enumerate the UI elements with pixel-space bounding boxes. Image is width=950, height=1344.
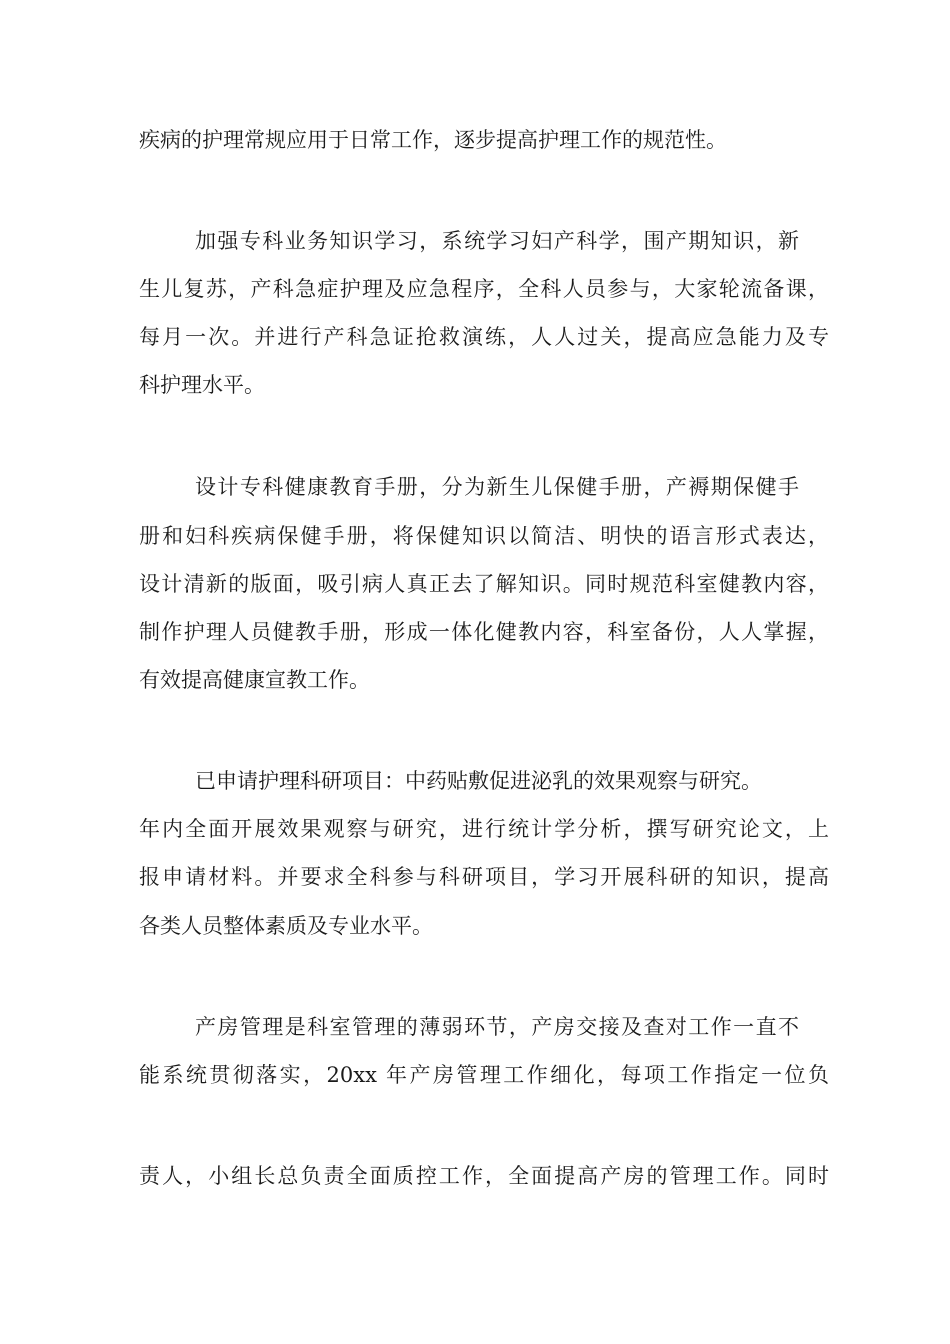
paragraph-first-line: 设计专科健康教育手册，分为新生儿保健手册，产褥期保健手 [195, 475, 799, 499]
text-line: 各类人员整体素质及专业水平。 [139, 914, 433, 938]
paragraph-first-line: 已申请护理科研项目：中药贴敷促进泌乳的效果观察与研究。 [195, 769, 762, 793]
text-line: 年内全面开展效果观察与研究，进行统计学分析，撰写研究论文，上 [139, 817, 829, 841]
text-line: 有效提高健康宣教工作。 [139, 668, 370, 692]
text-line: 疾病的护理常规应用于日常工作，逐步提高护理工作的规范性。 [139, 128, 727, 152]
text-line: 生儿复苏，产科急症护理及应急程序，全科人员参与，大家轮流备课， [139, 277, 829, 301]
text-line: 制作护理人员健教手册，形成一体化健教内容，科室备份，人人掌握， [139, 620, 829, 644]
text-line: 责人，小组长总负责全面质控工作，全面提高产房的管理工作。同时 [139, 1164, 829, 1188]
paragraph-first-line: 加强专科业务知识学习，系统学习妇产科学，围产期知识，新 [195, 229, 799, 253]
text-line: 册和妇科疾病保健手册，将保健知识以简洁、明快的语言形式表达， [139, 524, 829, 548]
text-line: 能系统贯彻落实，20xx 年产房管理工作细化，每项工作指定一位负 [139, 1063, 829, 1087]
text-line: 报申请材料。并要求全科参与科研项目，学习开展科研的知识，提高 [139, 865, 829, 889]
text-line: 每月一次。并进行产科急证抢救演练，人人过关，提高应急能力及专 [139, 325, 829, 349]
paragraph-first-line: 产房管理是科室管理的薄弱环节，产房交接及查对工作一直不 [195, 1015, 799, 1039]
text-line: 科护理水平。 [139, 373, 265, 397]
text-line: 设计清新的版面，吸引病人真正去了解知识。同时规范科室健教内容， [139, 572, 829, 596]
